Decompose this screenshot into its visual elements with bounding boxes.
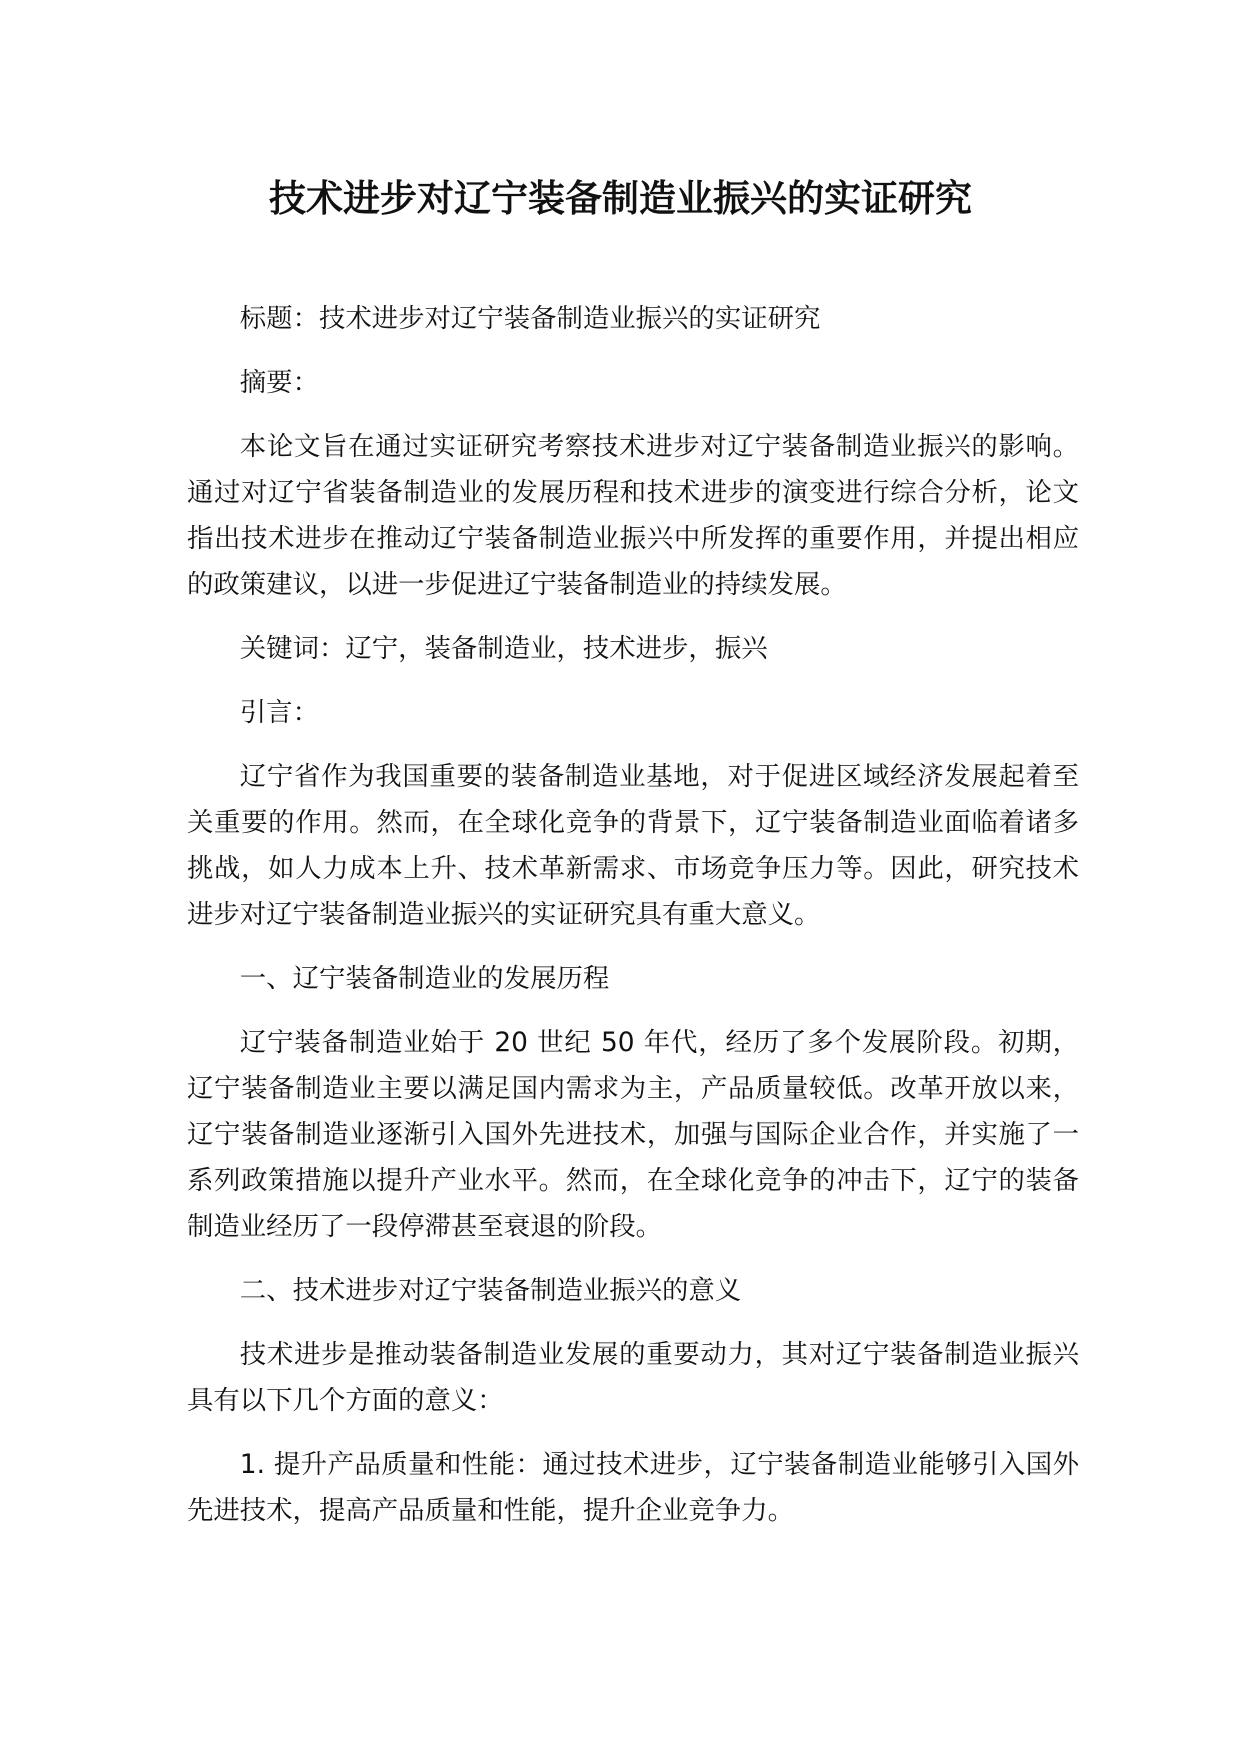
document-title: 技术进步对辽宁装备制造业振兴的实证研究 [269,177,972,220]
paragraph-title-line: 标题：技术进步对辽宁装备制造业振兴的实证研究 [239,303,821,334]
section-heading-1: 一、辽宁装备制造业的发展历程 [239,963,610,994]
paragraph-abstract: 本论文旨在通过实证研究考察技术进步对辽宁装备制造业振兴的影响。通过对辽宁省装备制造业的发展历程和技术进步的演变进行综合分析，论文指出技术进步在推动辽宁装备制造业振兴中所发挥的重要作用，并提出相应的政策建议，以进一步促进辽宁装备制造业的持续发展。 [187,431,1079,600]
paragraph-section-2: 技术进步是推动装备制造业发展的重要动力，其对辽宁装备制造业振兴具有以下几个方面的意义： [187,1339,1079,1416]
document-body [187,296,1079,1552]
paragraph-intro-heading: 引言： [239,697,319,728]
paragraph-keywords: 关键词：辽宁，装备制造业，技术进步，振兴 [239,633,768,664]
section-heading-2: 二、技术进步对辽宁装备制造业振兴的意义 [239,1275,742,1306]
paragraph-intro: 辽宁省作为我国重要的装备制造业基地，对于促进区域经济发展起着至关重要的作用。然而，在全球化竞争的背景下，辽宁装备制造业面临着诸多挑战，如人力成本上升、技术革新需求、市场竞争压力等。因此，研究技术进步对辽宁装备制造业振兴的实证研究具有重大意义。 [187,761,1079,930]
paragraph-abstract-heading: 摘要： [239,367,319,398]
list-item-1: 1. 提升产品质量和性能：通过技术进步，辽宁装备制造业能够引入国外先进技术，提高产品质量和性能，提升企业竞争力。 [187,1449,1079,1526]
paragraph-section-1: 辽宁装备制造业始于 20 世纪 50 年代，经历了多个发展阶段。初期，辽宁装备制造业主要以满足国内需求为主，产品质量较低。改革开放以来，辽宁装备制造业逐渐引入国外先进技术，加强与国际企业合作，并实施了一系列政策措施以提升产业水平。然而，在全球化竞争的冲击下，辽宁的装备制造业经历了一段停滞甚至衰退的阶段。 [187,1027,1079,1242]
